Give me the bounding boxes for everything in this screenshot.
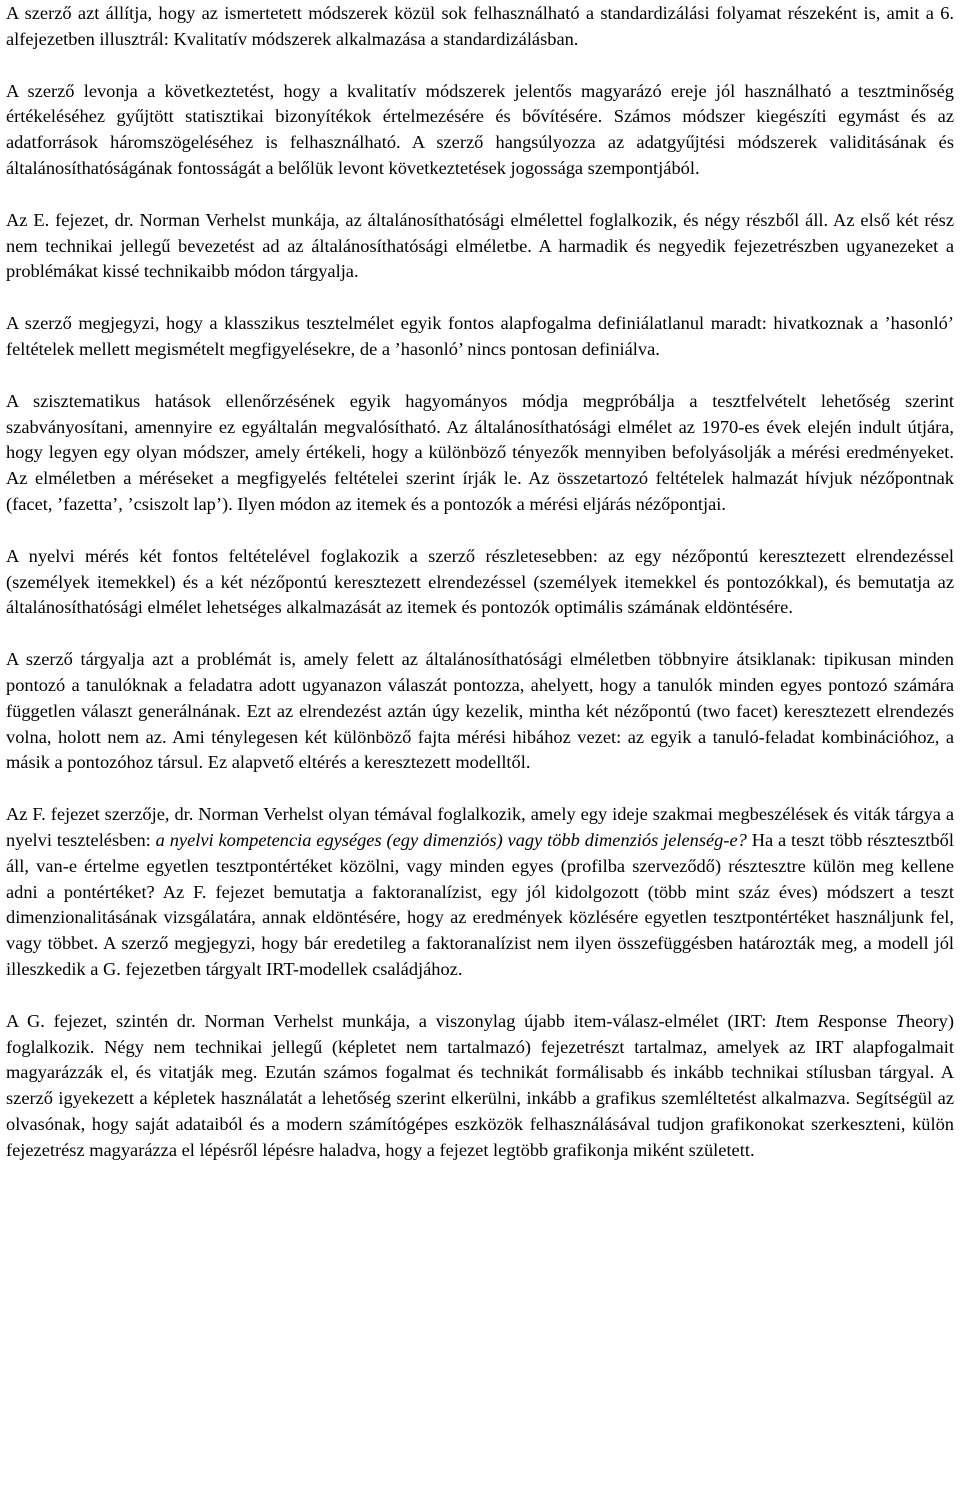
paragraph-chapter-e-intro: Az E. fejezet, dr. Norman Verhelst munkája, az általánosíthatósági elmélettel foglalkozik, és négy részből áll. Az első két rész nem technikai jellegű bevezetést ad az általánosíthatósági elméletbe. A harmadik és negyedik fejezetrészben ugyanezeket a problémákat kissé technikaibb módon tárgyalja.: [6, 209, 954, 282]
paragraph-qualitative-methods-conclusion: A szerző levonja a következtetést, hogy a kvalitatív módszerek jelentős magyarázó ereje jól használható a tesztminőség értékeléséhez gyűjtött statisztikai bizonyítékok értelmezésére és bővítésére. Számos módszer kiegészíti egymást és az adatforrások háromszögeléséhez is felhasználható. A szerző hangsúlyozza az adatgyűjtési módszerek validitásának és általánosíthatóságának fontosságát a belőlük levont következtetések jogossága szempontjából.: [6, 80, 954, 178]
chapter-g-text-start: A G. fejezet, szintén dr. Norman Verhelst munkája, a viszonylag újabb item-válasz-elmélet (IRT:: [6, 1010, 776, 1031]
chapter-g-text-end: heory) foglalkozik. Négy nem technikai jellegű (képletet nem tartalmazó) fejezetrészt tartalmaz, amelyek az IRT alapfogalmait magyarázzák el, és vitatják meg. Ezután számos fogalmat és technikát formálisabb és inkább technikai stílusban tárgyal. A szerző igyekezett a képletek használatát a lehetőség szerint elkerülni, inkább a grafikus szemléltetést alkalmazva. Segítségül az olvasónak, hogy saját adataiból és a modern számítógépes eszközök felhasználásával tudjon grafikonokat szerkeszteni, külön fejezetrész magyarázza el lépésről lépésre haladva, hogy a fejezet legtöbb grafikonja miként született.: [6, 1010, 954, 1160]
chapter-f-italic-question: a nyelvi kompetencia egységes (egy dimenziós) vagy több dimenziós jelenség-e?: [155, 829, 747, 850]
paragraph-chapter-g: [6, 1009, 954, 1164]
paragraph-generalizability-theory: A szisztematikus hatások ellenőrzésének egyik hagyományos módja megpróbálja a tesztfelvételt lehetőség szerint szabványosítani, amennyire ez egyáltalán megvalósítható. Az általánosíthatósági elmélet az 1970-es évek elején indult útjára, hogy legyen egy olyan módszer, amely értékeli, hogy a különböző tényezők mennyiben befolyásolják a mérési eredményeket. Az elméletben a méréseket a megfigyelés feltételei szerint írják le. Az összetartozó feltételek halmazát hívjuk nézőpontnak (facet, ’fazetta’, ’csiszolt lap’). Ilyen módon az itemek és a pontozók a mérési eljárás nézőpontjai.: [6, 390, 954, 514]
irt-initial-t: T: [895, 1010, 906, 1031]
irt-word-item: tem: [781, 1010, 818, 1031]
paragraph-standardization: A szerző azt állítja, hogy az ismertetett módszerek közül sok felhasználható a standardizálási folyamat részeként is, amit a 6. alfejezetben illusztrál: Kvalitatív módszerek alkalmazása a standardizálásban.: [6, 3, 954, 49]
paragraph-crossed-designs: A nyelvi mérés két fontos feltételével foglakozik a szerző részletesebben: az egy nézőpontú keresztezett elrendezéssel (személyek itemekkel) és a két nézőpontú keresztezett elrendezéssel (személyek itemekkel és pontozókkal), és bemutatja az általánosíthatósági elmélet lehetséges alkalmazását az itemek és pontozók optimális számának eldöntésére.: [6, 545, 954, 618]
paragraph-chapter-f: [6, 802, 954, 983]
paragraph-rater-problem: A szerző tárgyalja azt a problémát is, amely felett az általánosíthatósági elméletben többnyire átsiklanak: tipikusan minden pontozó a tanulóknak a feladatra adott ugyanazon válaszát pontozza, ahelyett, hogy a tanulók minden egyes pontozó számára független választ generálnának. Ezt az elrendezést aztán úgy kezelik, mintha két nézőpontú (two facet) keresztezett elrendezés volna, holott nem az. Ami ténylegesen két különböző fajta mérési hibához vezet: az egyik a tanuló-feladat kombinációhoz, a másik a pontozóhoz társul. Ez alapvető eltérés a keresztezett modelltől.: [6, 649, 954, 773]
irt-word-response: esponse: [828, 1010, 896, 1031]
paragraph-classical-test-theory: A szerző megjegyzi, hogy a klasszikus tesztelmélet egyik fontos alapfogalma definiálatlanul maradt: hivatkoznak a ’hasonló’ feltételek mellett megismételt megfigyelésekre, de a ’hasonló’ nincs pontosan definiálva.: [6, 313, 954, 359]
chapter-f-text-end: Ha a teszt több résztesztből áll, van-e értelme egyetlen tesztpontértéket közölni, vagy minden egyes (profilba szerveződő) résztesztre külön meg kellene adni a pontértéket? Az F. fejezet bemutatja a faktoranalízist, egy jól kidolgozott (több mint száz éves) módszert a teszt dimenzionalitásának vizsgálatára, annak eldöntésére, hogy az eredmények közlésére egyetlen tesztpontértéket használjunk fel, vagy többet. A szerző megjegyzi, hogy bár eredetileg a faktoranalízist nem ilyen összefüggésben határozták meg, a modell jól illeszkedik a G. fejezetben tárgyalt IRT-modellek családjához.: [6, 829, 954, 979]
chapter-f-text-start: Az F. fejezet szerzője, dr. Norman Verhelst olyan témával foglalkozik, amely egy ideje szakmai megbeszélések és viták tárgya a nyelvi tesztelésben:: [6, 804, 954, 850]
irt-initial-r: R: [817, 1010, 829, 1031]
irt-initial-i: I: [775, 1010, 782, 1031]
